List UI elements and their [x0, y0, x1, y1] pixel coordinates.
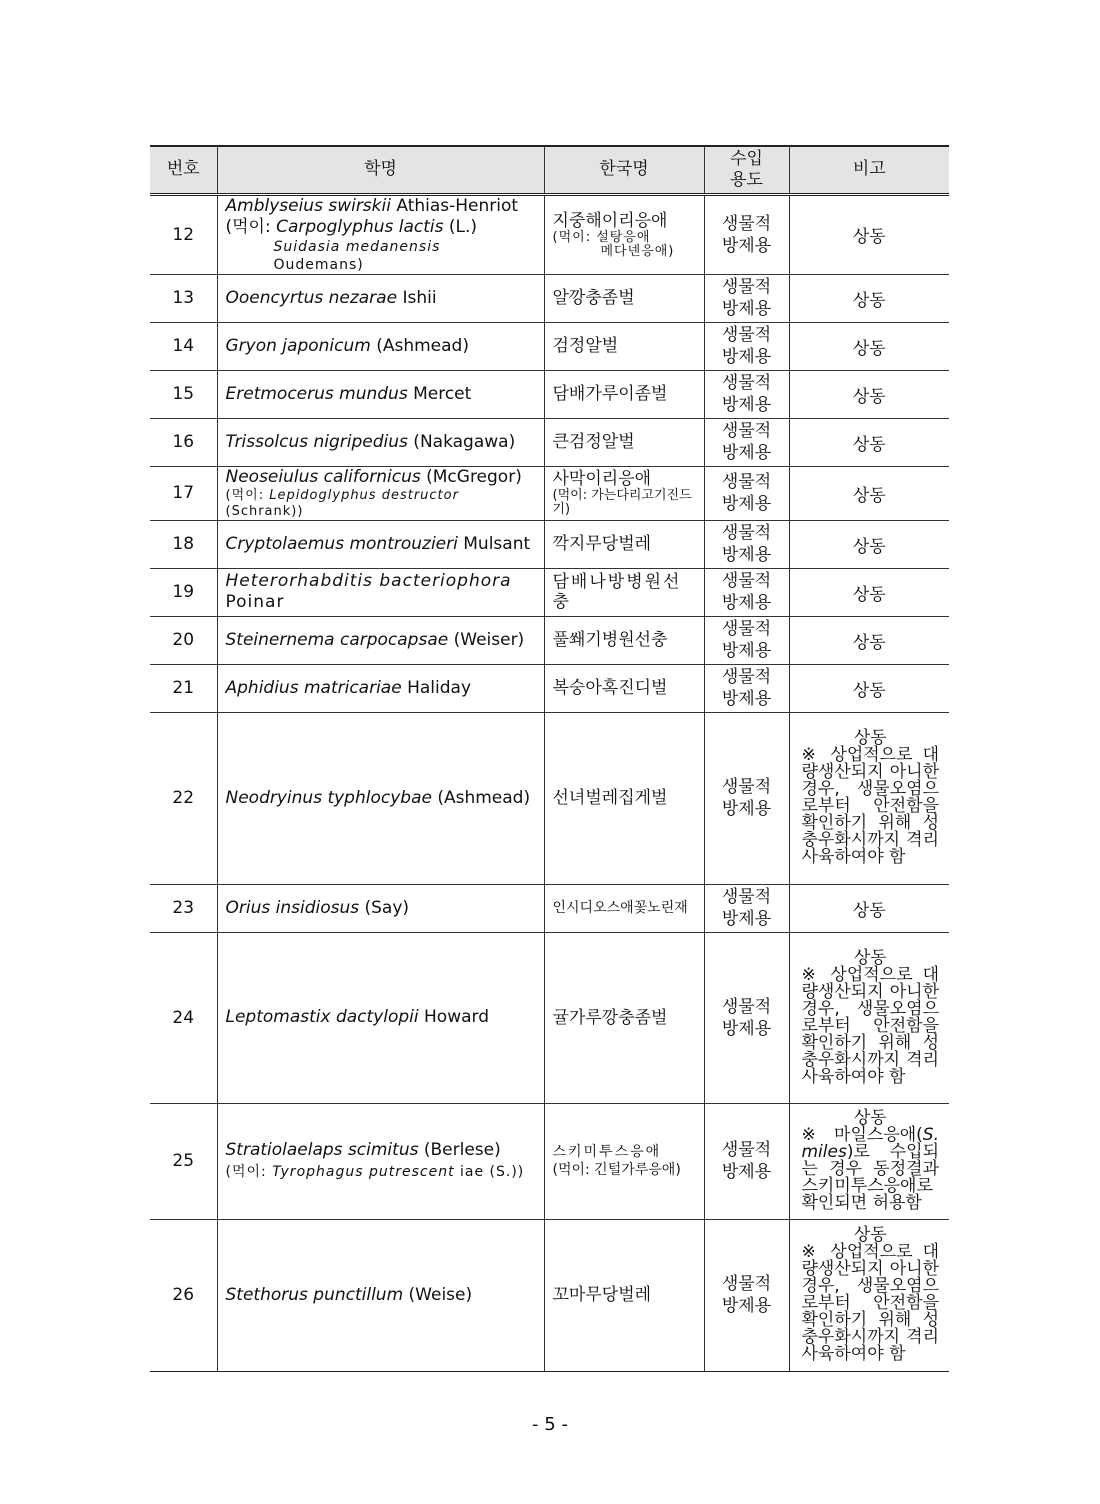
use-line2: 방제용 [721, 235, 772, 256]
use-line2: 방제용 [721, 641, 772, 661]
table-row [150, 932, 949, 1103]
header-import-use [704, 146, 789, 194]
use-line1: 생물적 [721, 571, 772, 591]
feed-author: iae (S.)) [454, 1163, 525, 1180]
table-row [150, 664, 949, 712]
korean-name: 담배가루이좀벌 [544, 370, 704, 418]
feed-second-line [226, 238, 536, 274]
species-author: Athias-Henriot [390, 195, 519, 216]
species-name: Neoseiulus californicus [225, 466, 421, 487]
feed-prefix: (먹이: [225, 487, 270, 503]
feed-author: (Schrank)) [225, 503, 304, 519]
species-author: (Ashmead) [431, 787, 531, 808]
species-name: Leptomastix dactylopii [225, 1007, 419, 1027]
import-use [704, 616, 789, 664]
table-row [150, 884, 949, 932]
korean-feed-line2: 메다넨응애) [600, 243, 675, 259]
scientific-name [217, 932, 544, 1103]
use-line1: 생물적 [721, 1274, 772, 1294]
species-author: (Ashmead) [370, 335, 469, 356]
feed-species-name: Lepidoglyphus destructor [269, 487, 459, 503]
row-number: 18 [150, 520, 217, 568]
feed2-species-name: Suidasia medanensis [273, 238, 441, 255]
use-line2: 방제용 [721, 799, 772, 819]
import-use [704, 466, 789, 520]
use-line2: 방제용 [721, 545, 772, 565]
remarks: 상동 [789, 520, 949, 568]
scientific-name [217, 712, 544, 884]
species-author: Mercet [407, 383, 472, 404]
use-line2: 방제용 [721, 1018, 772, 1039]
remarks: 상동 [789, 884, 949, 932]
korean-name: 꼬마무당벌레 [544, 1219, 704, 1371]
import-use [704, 1219, 789, 1371]
feed2-author: Oudemans) [273, 256, 364, 273]
header-number: 번호 [150, 146, 217, 194]
use-line1: 생물적 [721, 887, 772, 907]
scientific-name [217, 274, 544, 322]
scientific-name [217, 322, 544, 370]
header-scientific-name: 학명 [217, 146, 544, 194]
scientific-name [217, 664, 544, 712]
remarks: 상동 [789, 466, 949, 520]
korean-name: 큰검정알벌 [544, 418, 704, 466]
import-use [704, 520, 789, 568]
species-author: (Say) [359, 897, 410, 918]
feed-prefix: (먹이: [225, 216, 277, 237]
scientific-name [217, 1103, 544, 1219]
import-use [704, 884, 789, 932]
korean-feed-line1: (먹이: 긴털가루응애) [552, 1162, 681, 1178]
use-line1: 생물적 [721, 325, 772, 345]
table-row [150, 1219, 949, 1371]
species-author: Haliday [401, 677, 472, 698]
feed-line [226, 488, 536, 520]
table-row [150, 568, 949, 616]
korean-feed-line1: (먹이: 가는다리고기진드기) [552, 488, 692, 517]
feed-species-name: Tyrophagus putrescent [272, 1163, 455, 1180]
row-number: 12 [150, 194, 217, 274]
header-import-use-line2: 용도 [730, 169, 763, 190]
species-table [150, 145, 949, 1372]
species-author: (Weise) [403, 1284, 473, 1305]
use-line2: 방제용 [721, 395, 772, 415]
row-number: 23 [150, 884, 217, 932]
table-row [150, 274, 949, 322]
table-row [150, 322, 949, 370]
import-use [704, 664, 789, 712]
use-line1: 생물적 [721, 213, 772, 234]
remarks-same: 상동 [853, 728, 887, 748]
row-number: 14 [150, 322, 217, 370]
use-line1: 생물적 [721, 667, 772, 687]
korean-name: 담배나방병원선충 [544, 568, 704, 616]
use-line2: 방제용 [721, 909, 772, 929]
use-line1: 생물적 [721, 996, 772, 1017]
row-number: 13 [150, 274, 217, 322]
row-number: 16 [150, 418, 217, 466]
species-author: (McGregor) [420, 466, 522, 487]
species-name: Stethorus punctillum [225, 1284, 404, 1305]
remarks-species: S. miles [801, 1125, 939, 1162]
table-row [150, 466, 949, 520]
species-author: (Berlese) [418, 1139, 501, 1160]
row-number: 20 [150, 616, 217, 664]
korean-name: 검정알벌 [544, 322, 704, 370]
korean-name [544, 1103, 704, 1219]
korean-name [544, 466, 704, 520]
use-line2: 방제용 [721, 494, 772, 514]
korean-name: 복숭아혹진디벌 [544, 664, 704, 712]
remarks: 상동 [789, 616, 949, 664]
scientific-name [217, 568, 544, 616]
table-row [150, 1103, 949, 1219]
species-author: (Weiser) [448, 629, 525, 650]
korean-name: 풀쐐기병원선충 [544, 616, 704, 664]
import-use [704, 370, 789, 418]
remarks: 상동 [789, 322, 949, 370]
remarks-detail-post: )로 수입되는 경우 동정결과 스키미투스응애로 확인되면 허용함 [801, 1142, 939, 1213]
header-import-use-line1: 수입 [730, 148, 763, 169]
feed-species-name: Carpoglyphus lactis [276, 216, 444, 237]
row-number: 19 [150, 568, 217, 616]
species-name: Heterorhabditis bacteriophora [225, 571, 512, 591]
korean-name: 선녀벌레집게벌 [544, 712, 704, 884]
species-name: Stratiolaelaps scimitus [225, 1139, 419, 1160]
use-line1: 생물적 [721, 1140, 772, 1160]
use-line1: 생물적 [721, 277, 772, 297]
table-row [150, 370, 949, 418]
import-use [704, 418, 789, 466]
scientific-name [217, 370, 544, 418]
feed-prefix: (먹이: [225, 1163, 273, 1180]
remarks [789, 932, 949, 1103]
remarks [789, 1219, 949, 1371]
table-row [150, 520, 949, 568]
row-number: 22 [150, 712, 217, 884]
use-line2: 방제용 [721, 593, 772, 613]
row-number: 24 [150, 932, 217, 1103]
import-use [704, 322, 789, 370]
species-name: Amblyseius swirskii [225, 195, 391, 216]
remarks: 상동 [789, 370, 949, 418]
table-row [150, 194, 949, 274]
species-author: Ishii [397, 287, 437, 308]
scientific-name [217, 418, 544, 466]
table-row [150, 418, 949, 466]
remarks: 상동 [789, 664, 949, 712]
species-author: (Nakagawa) [407, 431, 516, 452]
remarks-same: 상동 [853, 1108, 887, 1128]
import-use [704, 1103, 789, 1219]
use-line1: 생물적 [721, 777, 772, 797]
korean-name-main: 지중해이리응애 [552, 210, 668, 231]
header-row [150, 146, 949, 194]
remarks [789, 712, 949, 884]
remarks-same: 상동 [853, 1225, 887, 1245]
scientific-name [217, 466, 544, 520]
import-use [704, 932, 789, 1103]
row-number: 17 [150, 466, 217, 520]
use-line2: 방제용 [721, 299, 772, 319]
use-line2: 방제용 [721, 1296, 772, 1316]
feed-author: (L.) [443, 216, 478, 237]
korean-name-main: 사막이리응애 [552, 469, 652, 489]
scientific-name [217, 616, 544, 664]
row-number: 21 [150, 664, 217, 712]
remarks-same: 상동 [853, 947, 887, 968]
use-line1: 생물적 [721, 472, 772, 492]
remarks: 상동 [789, 418, 949, 466]
use-line1: 생물적 [721, 523, 772, 543]
import-use [704, 194, 789, 274]
use-line2: 방제용 [721, 347, 772, 367]
header-korean-name: 한국명 [544, 146, 704, 194]
korean-name [544, 194, 704, 274]
header-remarks: 비고 [789, 146, 949, 194]
use-line1: 생물적 [721, 619, 772, 639]
scientific-name [217, 194, 544, 274]
row-number: 26 [150, 1219, 217, 1371]
korean-name: 인시디오스애꽃노린재 [544, 884, 704, 932]
korean-name: 깍지무당벌레 [544, 520, 704, 568]
scientific-name [217, 1219, 544, 1371]
species-name: Trissolcus nigripedius [225, 431, 408, 452]
table-row [150, 616, 949, 664]
remarks [789, 1103, 949, 1219]
scientific-name [217, 520, 544, 568]
use-line1: 생물적 [721, 373, 772, 393]
use-line2: 방제용 [721, 689, 772, 709]
import-use [704, 712, 789, 884]
import-use [704, 568, 789, 616]
page-number: - 5 - [532, 1414, 568, 1435]
scientific-name [217, 884, 544, 932]
table-row [150, 712, 949, 884]
use-line2: 방제용 [721, 443, 772, 463]
remarks-detail: ※ 상업적으로 대량생산되지 아니한 경우, 생물오염으로부터 안전함을 확인하기 위해 성충우화시까지 격리사육하여야 함 [801, 745, 939, 867]
korean-name: 알깡충좀벌 [544, 274, 704, 322]
species-name: Gryon japonicum [225, 335, 371, 356]
species-name: Aphidius matricariae [225, 677, 402, 698]
feed-line [226, 1161, 536, 1183]
remarks: 상동 [789, 274, 949, 322]
species-name: Orius insidiosus [225, 897, 360, 918]
species-author: Howard [418, 1007, 490, 1027]
species-author: Poinar [225, 592, 285, 612]
species-name: Cryptolaemus montrouzieri [225, 533, 458, 554]
use-line1: 생물적 [721, 421, 772, 441]
remarks: 상동 [789, 568, 949, 616]
row-number: 25 [150, 1103, 217, 1219]
species-name: Ooencyrtus nezarae [225, 287, 398, 308]
import-use [704, 274, 789, 322]
remarks-detail: ※ 상업적으로 대량생산되지 아니한 경우, 생물오염으로부터 안전함을 확인하기 위해 성충우화시까지 격리사육하여야 함 [801, 1242, 939, 1364]
remarks-detail: ※ 상업적으로 대량생산되지 아니한 경우, 생물오염으로부터 안전함을 확인하기 위해 성충우화시까지 격리사육하여야 함 [801, 964, 939, 1087]
remarks: 상동 [789, 194, 949, 274]
korean-name: 귤가루깡충좀벌 [544, 932, 704, 1103]
species-name: Eretmocerus mundus [225, 383, 408, 404]
species-name: Steinernema carpocapsae [225, 629, 449, 650]
use-line2: 방제용 [721, 1162, 772, 1182]
remarks-detail-pre: ※ 마일스응애( [801, 1125, 923, 1145]
row-number: 15 [150, 370, 217, 418]
species-name: Neodryinus typhlocybae [225, 787, 432, 808]
korean-feed-line1: (먹이: 설탕응애 [552, 229, 651, 245]
species-author: Mulsant [457, 533, 531, 554]
korean-name-main: 스키미투스응애 [552, 1144, 662, 1160]
